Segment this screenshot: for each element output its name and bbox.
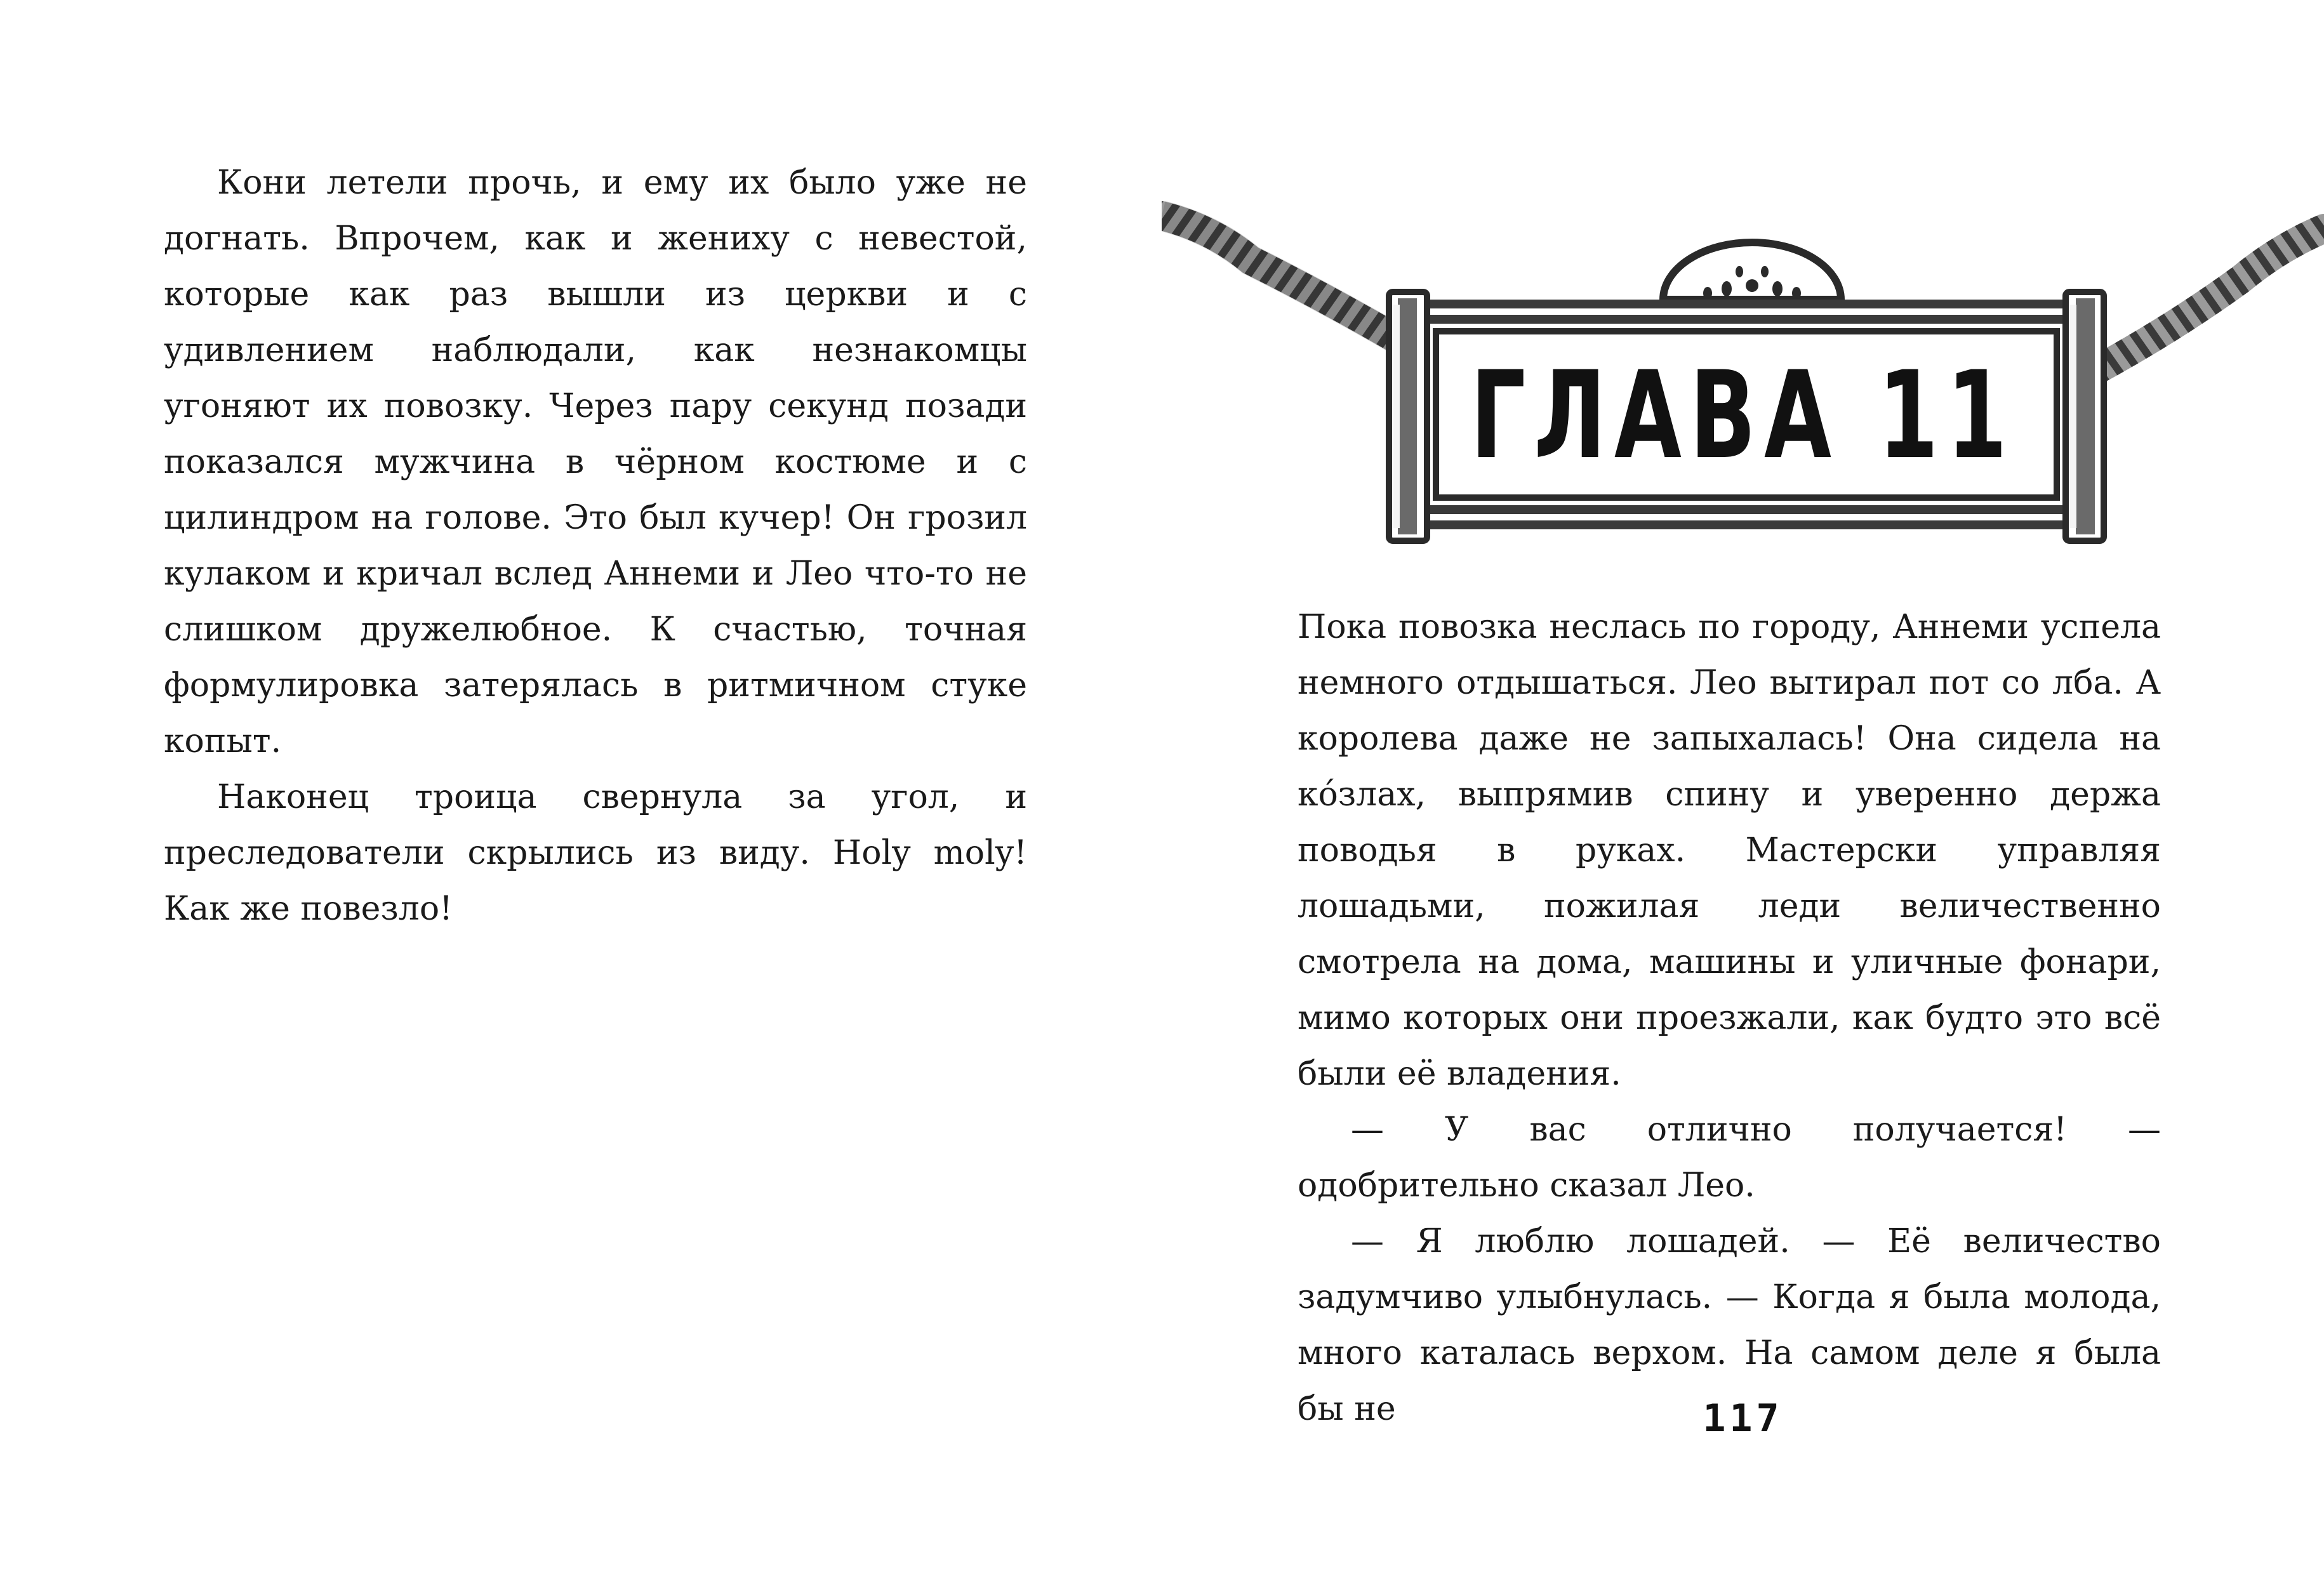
right-page	[1162, 0, 2324, 1574]
rope-right	[2088, 228, 2324, 374]
left-text-column	[164, 155, 1027, 937]
chapter-title: ГЛАВА 11	[1470, 345, 2015, 486]
page-number: 117	[1703, 1396, 1783, 1441]
paragraph: Кони летели прочь, и ему их было уже не догнать. Впрочем, как и жениху с невестой, которые как раз вышли из церкви и с удивлением наблюдали, как незнакомцы угоняют их повозку. Через пару секунд позади показался мужчина в чёрном костюме и с цилиндром на голове. Это был кучер! Он грозил кулаком и кричал вслед Аннеми и Лео что-то не слишком дружелюбное. К счастью, точная формулировка затерялась в ритмичном стуке копыт.	[164, 164, 1027, 760]
paragraph: Наконец троица свернула за угол, и преследователи скрылись из виду. Holy moly! Как же повезло!	[164, 778, 1027, 928]
paragraph: — Я люблю лошадей. — Её величество задумчиво улыбнулась. — Когда я была молода, много каталась верхом. На самом деле я была бы не	[1298, 1222, 2161, 1428]
paragraph: — У вас отлично получается! — одобрительно сказал Лео.	[1298, 1111, 2161, 1205]
chapter-banner	[1162, 190, 2324, 571]
right-text-column	[1298, 599, 2161, 1437]
paragraph: Пока повозка неслась по городу, Аннеми успела немного отдышаться. Лео вытирал пот со лба. А королева даже не запыхалась! Она сидела на ко́злах, выпрямив спину и уверенно держа поводья в руках. Мастерски управляя лошадьми, пожилая леди величественно смотрела на дома, машины и уличные фонари, мимо которых они проезжали, как будто это всё были её владения.	[1298, 608, 2161, 1093]
